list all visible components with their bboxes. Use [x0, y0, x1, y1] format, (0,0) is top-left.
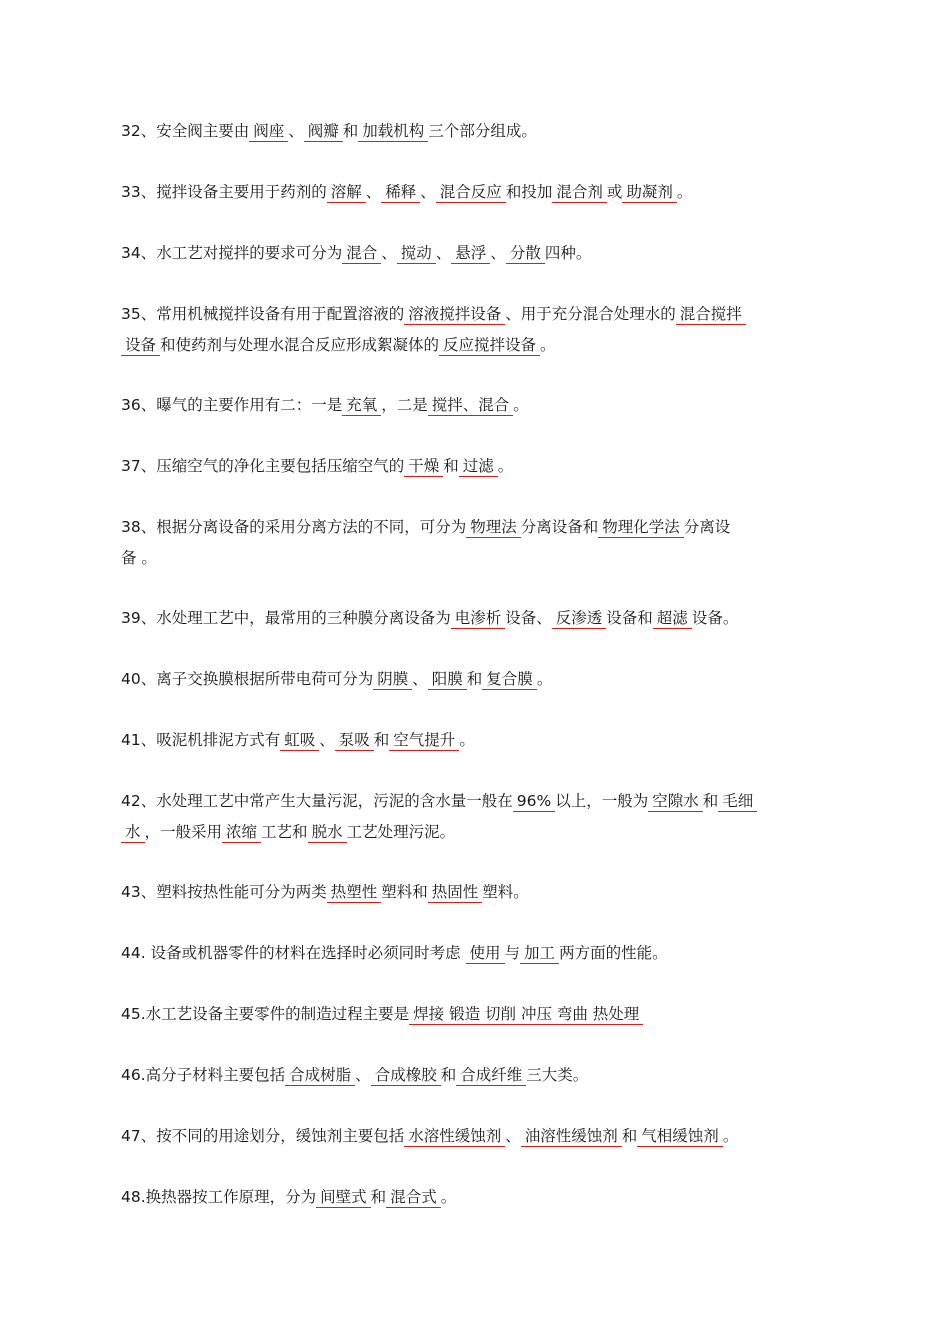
answer-blank: 悬浮	[451, 243, 490, 264]
question-text: 35、常用机械搅拌设备有用于配置溶液的	[121, 305, 405, 323]
question-line	[121, 1121, 821, 1151]
answer-blank: 溶液搅拌设备	[404, 304, 505, 325]
question-text: 、	[490, 244, 506, 262]
answer-blank: 焊接 锻造 切削 冲压 弯曲 热处理	[409, 1004, 643, 1025]
question-line	[121, 116, 821, 146]
question-text: 44. 设备或机器零件的材料在选择时必须同时考虑	[121, 944, 466, 962]
answer-blank: 使用	[466, 943, 505, 964]
answer-blank: 阀座	[249, 121, 288, 142]
question-line	[121, 725, 821, 755]
question-text: 。	[497, 457, 514, 475]
question-text: 41、吸泥机排泥方式有	[121, 731, 281, 749]
question-text: 。	[536, 670, 553, 688]
question-text: 32、安全阀主要由	[121, 122, 250, 140]
answer-blank: 充氧	[342, 395, 381, 416]
question-text: 46.高分子材料主要包括	[121, 1066, 286, 1084]
answer-blank: 加工	[520, 943, 559, 964]
question-text: 33、搅拌设备主要用于药剂的	[121, 183, 327, 201]
question-text: 分离设备和	[520, 518, 599, 536]
question-text: 、	[505, 1127, 521, 1145]
question-text: 、	[435, 244, 452, 262]
question-text: ，二是	[381, 396, 428, 414]
answer-blank: 合成纤维	[456, 1065, 526, 1086]
question-text: 43、塑料按热性能可分为两类	[121, 883, 327, 901]
answer-blank: 超滤	[653, 608, 692, 629]
answer-blank: 溶解	[327, 182, 366, 203]
question-text: 两方面的性能。	[559, 944, 668, 962]
answer-blank: 间壁式	[316, 1187, 371, 1208]
question-line	[121, 543, 821, 573]
answer-blank: 加载机构	[358, 121, 428, 142]
question-line	[121, 238, 821, 268]
question-text: 工艺和	[261, 823, 308, 841]
answer-blank: 96%	[513, 791, 555, 812]
question-text: 设备和	[606, 609, 653, 627]
question-text: 。	[722, 1127, 739, 1145]
answer-blank: 反渗透	[552, 608, 607, 629]
question-text: 。	[459, 731, 475, 749]
question-text: 34、水工艺对搅拌的要求可分为	[121, 244, 343, 262]
answer-blank: 过滤	[459, 456, 498, 477]
question-text: 和	[702, 792, 719, 810]
answer-blank: 热固性	[428, 882, 483, 903]
question-text: 36、曝气的主要作用有二：一是	[121, 396, 343, 414]
question-text: 和	[373, 731, 390, 749]
question-line	[121, 664, 821, 694]
question-text: 备 。	[121, 549, 157, 567]
answer-blank: 毛细	[718, 791, 757, 812]
question-text: 。	[540, 336, 556, 354]
question-text: 和使药剂与处理水混合反应形成絮凝体的	[160, 336, 440, 354]
question-text: 工艺处理污泥。	[346, 823, 456, 841]
question-line	[121, 1060, 821, 1090]
question-text: 四种。	[544, 244, 592, 262]
question-text: 三个部分组成。	[428, 122, 537, 140]
question-text: 。	[676, 183, 693, 201]
answer-blank: 搅拌、混合	[428, 395, 514, 416]
answer-blank: 水	[121, 822, 145, 843]
answer-blank: 搅动	[397, 243, 436, 264]
question-text: 和	[621, 1127, 638, 1145]
question-text: 、	[420, 183, 436, 201]
question-text: 和	[342, 122, 359, 140]
answer-blank: 助凝剂	[622, 182, 677, 203]
question-text: 塑料和	[381, 883, 428, 901]
question-text: 47、按不同的用途划分，缓蚀剂主要包括	[121, 1127, 405, 1145]
question-text: 、用于充分混合处理水的	[505, 305, 676, 323]
answer-blank: 混合搅拌	[676, 304, 746, 325]
question-text: 分离设	[683, 518, 731, 536]
question-text: 三大类。	[526, 1066, 589, 1084]
answer-blank: 反应搅拌设备	[439, 335, 540, 356]
question-text: 40、离子交换膜根据所带电荷可分为	[121, 670, 374, 688]
question-text: 48.换热器按工作原理，分为	[121, 1188, 317, 1206]
answer-blank: 气相缓蚀剂	[637, 1126, 723, 1147]
question-line	[121, 817, 821, 847]
question-line	[121, 390, 821, 420]
question-line	[121, 1182, 821, 1212]
answer-blank: 干燥	[404, 456, 443, 477]
answer-blank: 合成树脂	[285, 1065, 355, 1086]
question-text: 或	[606, 183, 623, 201]
question-text: 和投加	[505, 183, 553, 201]
question-text: 、	[365, 183, 382, 201]
question-text: 与	[504, 944, 521, 962]
answer-blank: 合成橡胶	[371, 1065, 441, 1086]
question-text: 、	[412, 670, 428, 688]
question-line	[121, 938, 821, 968]
question-text: 39、水处理工艺中，最常用的三种膜分离设备为	[121, 609, 451, 627]
answer-blank: 阴膜	[373, 669, 412, 690]
answer-blank: 浓缩	[222, 822, 261, 843]
answer-blank: 油溶性缓蚀剂	[521, 1126, 622, 1147]
answer-blank: 电渗析	[451, 608, 506, 629]
answer-blank: 混合剂	[552, 182, 607, 203]
question-line	[121, 330, 821, 360]
answer-blank: 物理法	[466, 517, 521, 538]
question-line	[121, 877, 821, 907]
question-text: 37、压缩空气的净化主要包括压缩空气的	[121, 457, 405, 475]
question-text: 和	[443, 457, 459, 475]
question-text: 塑料。	[482, 883, 529, 901]
question-text: 和	[370, 1188, 387, 1206]
answer-blank: 水溶性缓蚀剂	[404, 1126, 505, 1147]
answer-blank: 空气提升	[389, 730, 459, 751]
question-text: 设备、	[505, 609, 552, 627]
question-line	[121, 603, 821, 633]
question-line	[121, 999, 821, 1029]
answer-blank: 泵吸	[335, 730, 374, 751]
question-text: 以上，一般为	[555, 792, 649, 810]
question-line	[121, 299, 821, 329]
question-text: 38、根据分离设备的采用分离方法的不同，可分为	[121, 518, 467, 536]
question-text: 和	[440, 1066, 457, 1084]
question-text: 、	[381, 244, 397, 262]
question-line	[121, 512, 821, 542]
answer-blank: 阳膜	[428, 669, 467, 690]
question-text: ，一般采用	[144, 823, 223, 841]
question-text: 。	[513, 396, 529, 414]
answer-blank: 阀瓣	[304, 121, 343, 142]
question-line	[121, 451, 821, 481]
answer-blank: 混合式	[386, 1187, 441, 1208]
question-text: 。	[440, 1188, 457, 1206]
answer-blank: 混合反应	[436, 182, 506, 203]
question-text: 、	[319, 731, 335, 749]
answer-blank: 稀释	[381, 182, 420, 203]
answer-blank: 空隙水	[648, 791, 703, 812]
answer-blank: 分散	[506, 243, 545, 264]
question-text: 42、水处理工艺中常产生大量污泥，污泥的含水量一般在	[121, 792, 513, 810]
answer-blank: 混合	[342, 243, 381, 264]
question-line	[121, 786, 821, 816]
answer-blank: 脱水	[308, 822, 347, 843]
question-text: 设备。	[691, 609, 739, 627]
question-text: 、	[288, 122, 304, 140]
question-line	[121, 177, 821, 207]
answer-blank: 设备	[121, 335, 160, 356]
answer-blank: 热塑性	[327, 882, 382, 903]
answer-blank: 物理化学法	[598, 517, 684, 538]
answer-blank: 虹吸	[280, 730, 319, 751]
question-text: 45.水工艺设备主要零件的制造过程主要是	[121, 1005, 410, 1023]
question-text: 、	[355, 1066, 371, 1084]
answer-blank: 复合膜	[482, 669, 537, 690]
question-text: 和	[466, 670, 483, 688]
